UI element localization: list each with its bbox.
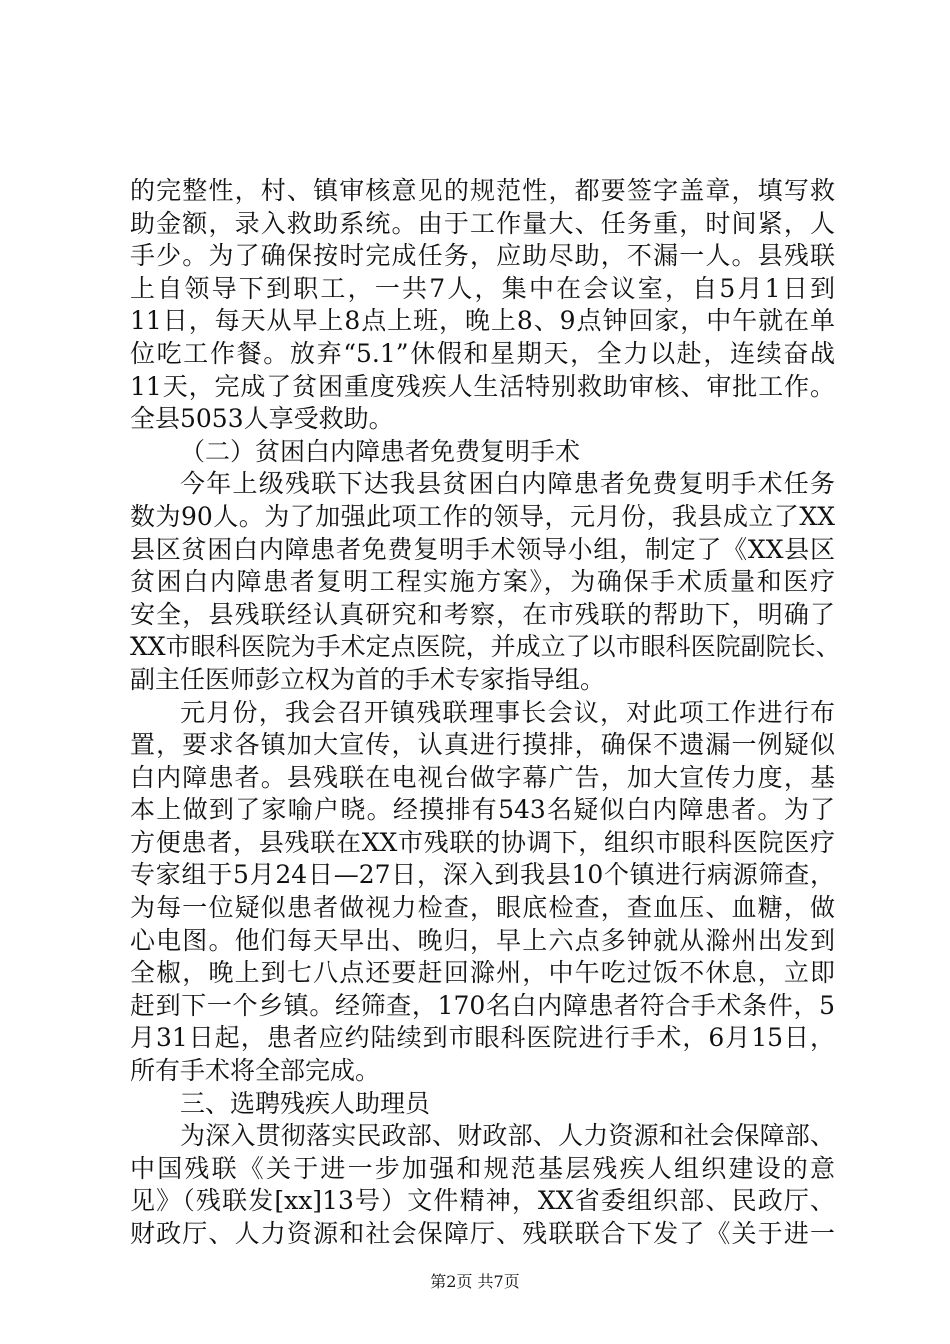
- page-number-footer: 第2页 共7页: [430, 1272, 520, 1291]
- text-line: 方便患者，县残联在XX市残联的协调下，组织市眼科医院医疗: [130, 827, 835, 857]
- text-line: 位吃工作餐。放弃“5.1”休假和星期天，全力以赴，连续奋战: [130, 338, 835, 368]
- text-line: 为每一位疑似患者做视力检查，眼底检查，查血压、血糖，做: [130, 893, 835, 923]
- text-line: 县区贫困白内障患者免费复明手术领导小组，制定了《XX县区: [130, 534, 835, 564]
- text-line: 安全，县残联经认真研究和考察，在市残联的帮助下，明确了: [130, 599, 835, 629]
- text-line: 中国残联《关于进一步加强和规范基层残疾人组织建设的意: [130, 1153, 835, 1183]
- text-line: 全椒，晚上到七八点还要赶回滁州，中午吃过饭不休息，立即: [130, 958, 835, 988]
- text-line: 元月份，我会召开镇残联理事长会议，对此项工作进行布: [180, 697, 835, 727]
- text-line: 见》（残联发[xx]13号）文件精神，XX省委组织部、民政厅、: [130, 1186, 835, 1216]
- text-line: 11天，完成了贫困重度残疾人生活特别救助审核、审批工作。: [130, 371, 835, 401]
- text-line: 置，要求各镇加大宣传，认真进行摸排，确保不遗漏一例疑似: [130, 730, 835, 760]
- text-line: 白内障患者。县残联在电视台做字幕广告，加大宣传力度，基: [130, 762, 835, 792]
- document-body: [130, 175, 841, 1251]
- text-line: XX市眼科医院为手术定点医院，并成立了以市眼科医院副院长、: [130, 632, 841, 662]
- section-heading: 三、选聘残疾人助理员: [180, 1088, 431, 1118]
- text-line: 专家组于5月24日—27日，深入到我县10个镇进行病源筛查，: [130, 860, 835, 890]
- text-line: 贫困白内障患者复明工程实施方案》，为确保手术质量和医疗: [130, 567, 835, 597]
- text-line: 所有手术将全部完成。: [130, 1056, 381, 1086]
- text-line: 手少。为了确保按时完成任务，应助尽助，不漏一人。县残联: [130, 241, 835, 271]
- text-line: 今年上级残联下达我县贫困白内障患者免费复明手术任务: [180, 469, 835, 499]
- section-heading: （二）贫困白内障患者免费复明手术: [180, 436, 581, 466]
- text-line: 上自领导下到职工，一共7人，集中在会议室，自5月1日到: [130, 273, 835, 303]
- text-line: 数为90人。为了加强此项工作的领导，元月份，我县成立了XX: [130, 501, 835, 531]
- text-line: 赶到下一个乡镇。经筛查，170名白内障患者符合手术条件，5: [130, 990, 835, 1020]
- text-line: 全县5053人享受救助。: [130, 404, 394, 434]
- text-line: 心电图。他们每天早出、晚归，早上六点多钟就从滁州出发到: [130, 925, 835, 955]
- text-line: 11日，每天从早上8点上班，晚上8、9点钟回家，中午就在单: [130, 306, 835, 336]
- text-line: 副主任医师彭立权为首的手术专家指导组。: [130, 664, 606, 694]
- text-line: 本上做到了家喻户晓。经摸排有543名疑似白内障患者。为了: [130, 795, 835, 825]
- text-line: 助金额，录入救助系统。由于工作量大、任务重，时间紧，人: [130, 208, 835, 238]
- text-line: 财政厅、人力资源和社会保障厅、残联联合下发了《关于进一: [130, 1219, 835, 1248]
- text-line: 月31日起，患者应约陆续到市眼科医院进行手术，6月15日，: [130, 1023, 835, 1053]
- text-line: 为深入贯彻落实民政部、财政部、人力资源和社会保障部、: [180, 1121, 835, 1151]
- text-line: 的完整性，村、镇审核意见的规范性，都要签字盖章，填写救: [130, 176, 835, 205]
